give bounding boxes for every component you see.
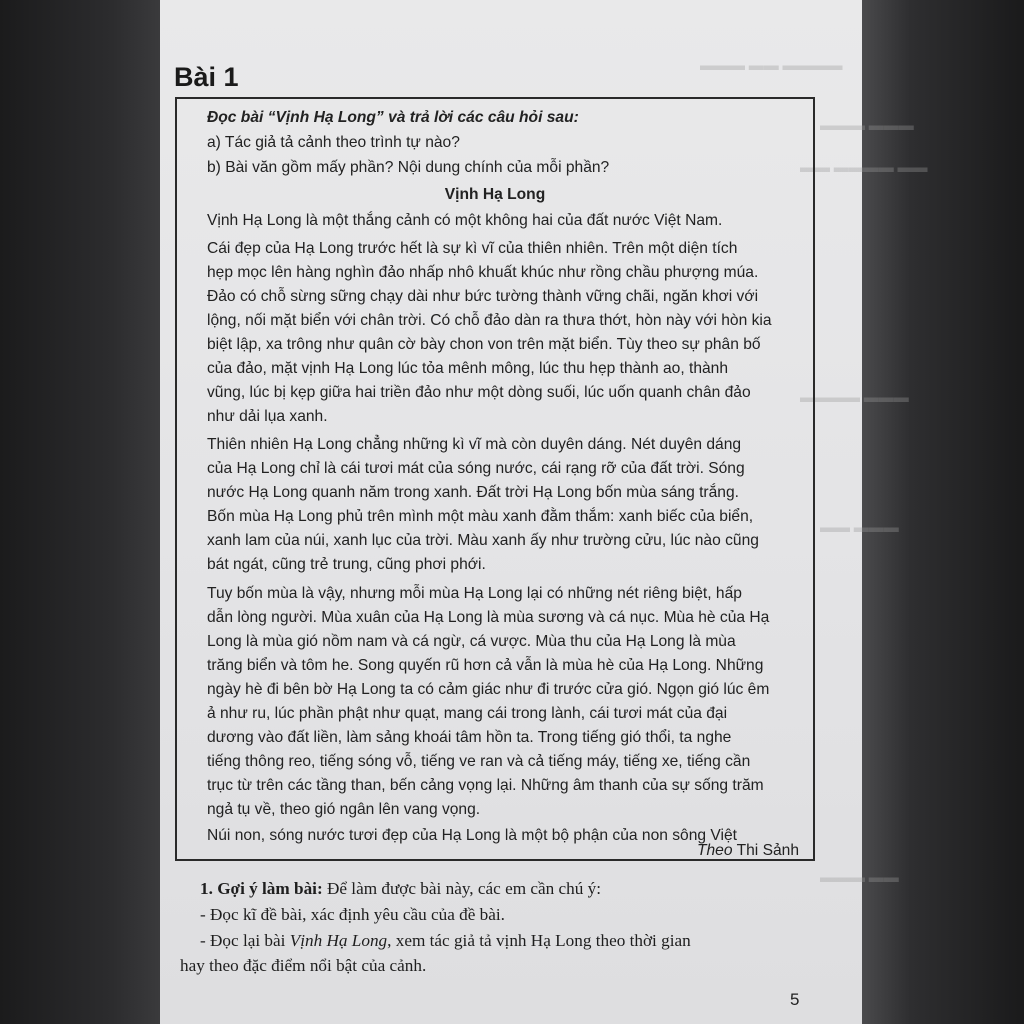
book-page	[160, 0, 928, 1024]
page-number: 5	[790, 990, 800, 1009]
hint-heading	[200, 879, 810, 899]
hint-item-2-prefix: - Đọc lại bài	[200, 931, 286, 950]
show-through-text: ▬▬▬ ▬▬ ▬▬▬▬	[700, 58, 843, 74]
passage-line: biệt lập, xa trông như quân cờ bày chon von trên mặt biển. Tùy theo sự phân bố	[207, 336, 761, 353]
show-through-text: ▬▬▬ ▬▬▬	[820, 118, 914, 134]
question-a: a) Tác giả tả cảnh theo trình tự nào?	[207, 134, 460, 151]
background-left	[0, 0, 160, 1024]
passage-line: trục từ trên các tầng than, bến cảng vọng lại. Những âm thanh của sự sống trăm	[207, 777, 764, 794]
hint-item-2-continued: hay theo đặc điểm nổi bật của cảnh.	[180, 956, 427, 975]
hint-item-2	[200, 931, 810, 951]
passage-line: Tuy bốn mùa là vậy, nhưng mỗi mùa Hạ Long lại có những nét riêng biệt, hấp	[207, 585, 742, 602]
passage-line: hẹp mọc lên hàng nghìn đảo nhấp nhô khuất khúc như rồng chầu phượng múa.	[207, 264, 759, 281]
passage-line: vũng, lúc bị kẹp giữa hai triền đảo như một dòng suối, lúc uốn quanh chân đảo	[207, 384, 751, 401]
passage-line: Núi non, sóng nước tươi đẹp của Hạ Long là một bộ phận của non sông Việt	[207, 827, 737, 844]
passage-line: ngả tụ về, theo gió ngân lên vang vọng.	[207, 801, 481, 818]
show-through-text: ▬▬▬▬ ▬▬▬	[800, 390, 909, 406]
passage-line: trăng biển và tôm he. Song quyến rũ hơn cả vẫn là mùa hè của Hạ Long. Những	[207, 657, 764, 674]
hint-intro: Để làm được bài này, các em cần chú ý:	[326, 879, 601, 898]
passage-line: Thiên nhiên Hạ Long chẳng những kì vĩ mà còn duyên dáng. Nét duyên dáng	[207, 436, 742, 453]
hint-item-2-title: Vịnh Hạ Long	[289, 931, 388, 950]
passage-line: Long là mùa gió nồm nam và cá ngừ, cá vược. Mùa thu của Hạ Long là mùa	[207, 633, 736, 650]
passage-source	[177, 842, 799, 860]
passage-line: lộng, nối mặt biển với chân trời. Có chỗ đảo dàn ra thưa thớt, hòn này với hòn kia	[207, 312, 772, 329]
passage-line: ả như ru, lúc phần phật như quạt, mang cái trong lành, cái tươi mát của đại	[207, 705, 728, 722]
show-through-text: ▬▬ ▬▬▬	[820, 520, 899, 536]
passage-line: dẫn lòng người. Mùa xuân của Hạ Long là mùa sương và cá nục. Mùa hè của Hạ	[207, 609, 770, 626]
passage-line: tiếng thông reo, tiếng sóng vỗ, tiếng ve ran và cả tiếng máy, tiếng xe, tiếng cần	[207, 753, 751, 770]
hint-label: 1. Gợi ý làm bài:	[200, 879, 323, 898]
hint-item-2-rest: , xem tác giả tả vịnh Hạ Long theo thời gian	[387, 931, 691, 950]
passage-line: Vịnh Hạ Long là một thắng cảnh có một không hai của đất nước Việt Nam.	[207, 212, 723, 229]
passage-line: Đảo có chỗ sừng sững chạy dài như bức tường thành vững chãi, ngăn khơi với	[207, 288, 759, 305]
source-author: Thi Sảnh	[736, 842, 799, 859]
passage-line: của Hạ Long chỉ là cái tươi mát của sóng nước, cái rạng rỡ của đất trời. Sóng	[207, 460, 745, 477]
passage-line: dương vào đất liền, làm sảng khoái tâm hồn ta. Trong tiếng gió thổi, ta nghe	[207, 729, 732, 746]
passage-line: bát ngát, cũng trẻ trung, cũng phơi phới.	[207, 556, 486, 573]
passage-line: ngày hè đi bên bờ Hạ Long ta có cảm giác như đi trước cửa gió. Ngọn gió lúc êm	[207, 681, 770, 698]
passage-line: Cái đẹp của Hạ Long trước hết là sự kì vĩ của thiên nhiên. Trên một diện tích	[207, 240, 738, 257]
passage-line: Bốn mùa Hạ Long phủ trên mình một màu xanh đằm thắm: xanh biếc của biển,	[207, 508, 754, 525]
exercise-instruction: Đọc bài “Vịnh Hạ Long” và trả lời các câu hỏi sau:	[207, 109, 579, 126]
passage-line: nước Hạ Long quanh năm trong xanh. Đất trời Hạ Long bốn mùa sáng trắng.	[207, 484, 739, 501]
source-prefix: Theo	[696, 842, 733, 859]
show-through-text: ▬▬ ▬▬▬▬ ▬▬	[800, 160, 928, 176]
passage-title: Vịnh Hạ Long	[444, 186, 546, 203]
hint-item-1: - Đọc kĩ đề bài, xác định yêu cầu của đề bài.	[200, 905, 505, 924]
question-b: b) Bài văn gồm mấy phần? Nội dung chính của mỗi phần?	[207, 159, 610, 176]
passage-line: của đảo, mặt vịnh Hạ Long lúc tỏa mênh mông, lúc thu hẹp thành ao, thành	[207, 360, 729, 377]
lesson-title: Bài 1	[174, 62, 239, 92]
show-through-text: ▬▬▬ ▬▬	[820, 870, 899, 886]
passage-line: xanh lam của núi, xanh lục của trời. Màu xanh ấy như trường cửu, lúc nào cũng	[207, 532, 759, 549]
passage-line: như dải lụa xanh.	[207, 408, 328, 425]
exercise-box	[175, 97, 815, 861]
